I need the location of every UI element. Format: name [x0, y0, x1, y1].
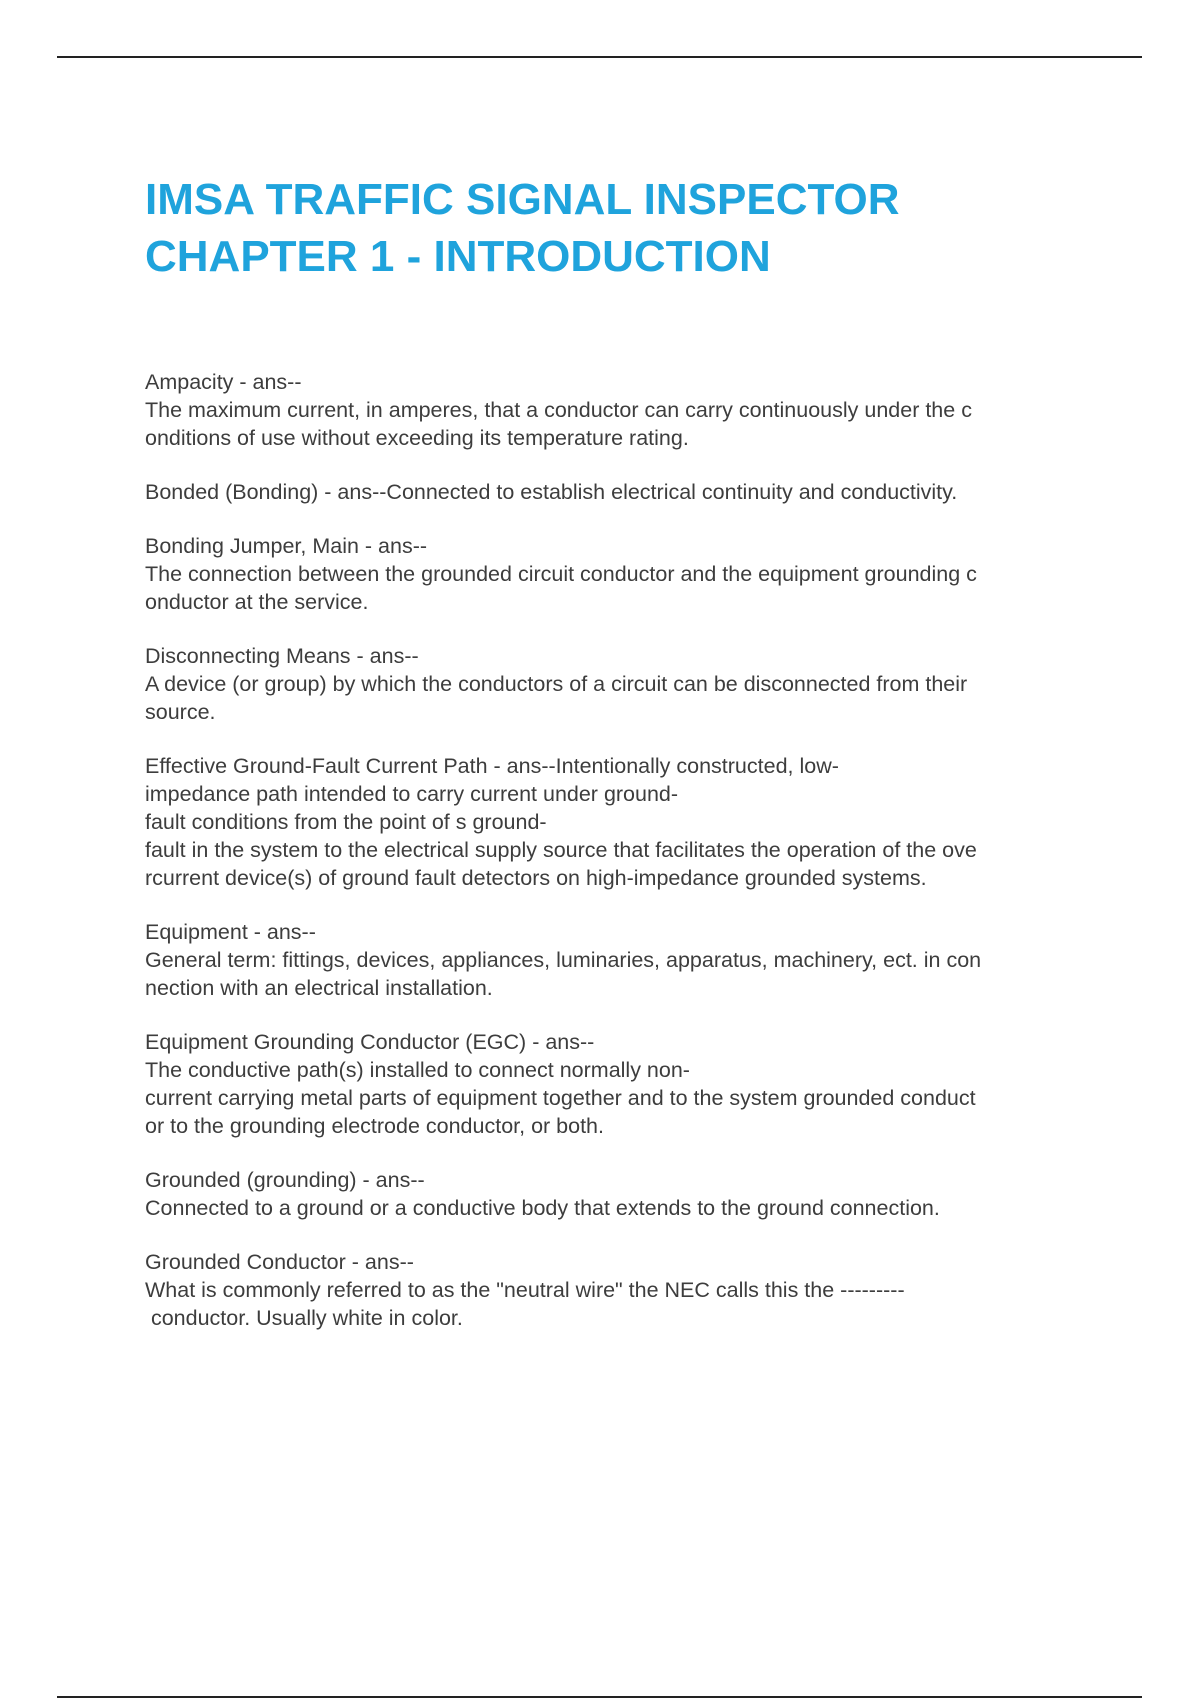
glossary-entry: [145, 1166, 1145, 1222]
entry-term-line: Equipment - ans--: [145, 920, 316, 944]
entry-definition-line: The conductive path(s) installed to connect normally non-: [145, 1058, 690, 1082]
entry-definition-line: General term: fittings, devices, appliances, luminaries, apparatus, machinery, ect. in con: [145, 948, 982, 972]
entry-definition-line: impedance path intended to carry current under ground-: [145, 782, 679, 806]
glossary-entry: [145, 918, 1145, 1002]
glossary-entries: [145, 368, 1145, 1358]
glossary-entry: [145, 1028, 1145, 1140]
entry-definition-line: conductor. Usually white in color.: [145, 1306, 463, 1330]
entry-definition-line: rcurrent device(s) of ground fault detectors on high-impedance grounded systems.: [145, 866, 927, 890]
entry-definition-line: fault conditions from the point of s ground-: [145, 810, 547, 834]
entry-definition-line: onductor at the service.: [145, 590, 369, 614]
title-line-1: IMSA TRAFFIC SIGNAL INSPECTOR: [145, 175, 900, 224]
entry-definition-line: Connected to a ground or a conductive body that extends to the ground connection.: [145, 1196, 940, 1220]
entry-definition-line: The connection between the grounded circuit conductor and the equipment grounding c: [145, 562, 977, 586]
entry-term-line: Grounded Conductor - ans--: [145, 1250, 414, 1274]
entry-definition-line: current carrying metal parts of equipment together and to the system grounded conduct: [145, 1086, 976, 1110]
glossary-entry: [145, 1248, 1145, 1332]
entry-term-line: Effective Ground-Fault Current Path - ans--Intentionally constructed, low-: [145, 754, 839, 778]
entry-term-line: Bonded (Bonding) - ans--Connected to establish electrical continuity and conductivity.: [145, 480, 958, 504]
entry-definition-line: or to the grounding electrode conductor, or both.: [145, 1114, 604, 1138]
top-rule: [57, 56, 1142, 58]
entry-definition-line: A device (or group) by which the conductors of a circuit can be disconnected from their: [145, 672, 968, 696]
glossary-entry: [145, 368, 1145, 452]
title-line-2: CHAPTER 1 - INTRODUCTION: [145, 232, 771, 281]
entry-definition-line: nection with an electrical installation.: [145, 976, 493, 1000]
entry-definition-line: fault in the system to the electrical supply source that facilitates the operation of the ove: [145, 838, 977, 862]
glossary-entry: [145, 752, 1145, 892]
entry-term-line: Bonding Jumper, Main - ans--: [145, 534, 428, 558]
entry-definition-line: onditions of use without exceeding its temperature rating.: [145, 426, 689, 450]
entry-definition-line: What is commonly referred to as the "neutral wire" the NEC calls this the ---------: [145, 1278, 905, 1302]
entry-term-line: Equipment Grounding Conductor (EGC) - ans--: [145, 1030, 595, 1054]
glossary-entry: [145, 642, 1145, 726]
entry-term-line: Disconnecting Means - ans--: [145, 644, 419, 668]
entry-term-line: Grounded (grounding) - ans--: [145, 1168, 425, 1192]
glossary-entry: [145, 478, 1145, 506]
bottom-rule: [57, 1696, 1142, 1698]
entry-definition-line: The maximum current, in amperes, that a conductor can carry continuously under the c: [145, 398, 972, 422]
entry-definition-line: source.: [145, 700, 216, 724]
document-title: [145, 171, 1105, 285]
entry-term-line: Ampacity - ans--: [145, 370, 302, 394]
glossary-entry: [145, 532, 1145, 616]
